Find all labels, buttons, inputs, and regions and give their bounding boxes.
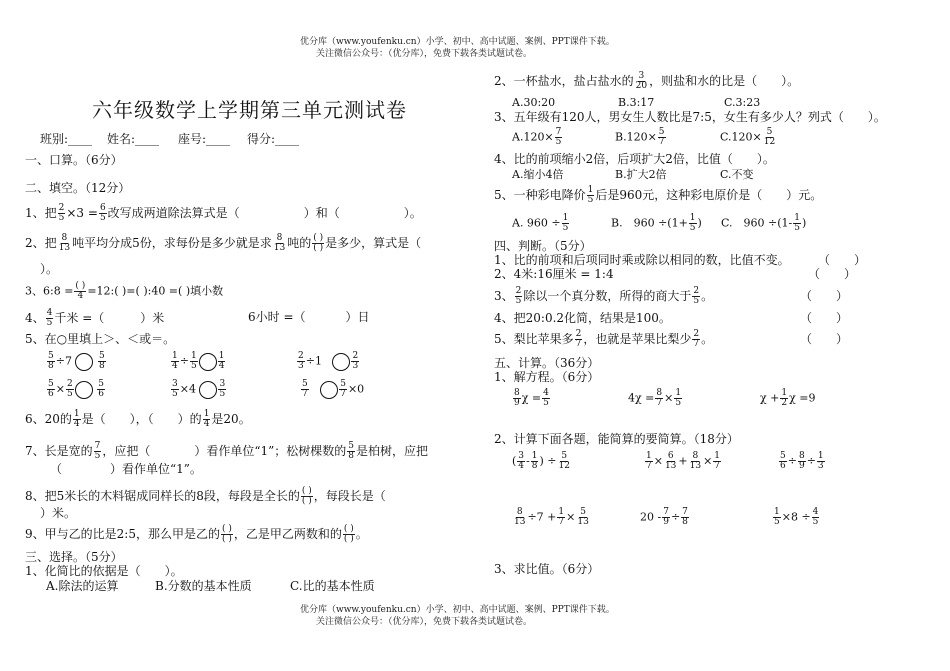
fraction: $\frac{8}{13}$	[273, 233, 286, 253]
fill-question-9: 9、甲与乙的比是2:5，那么甲是乙的 $\frac{( )}{( )}$ ，乙是甲乙两数和的 $\frac{( )}{( )}$ 。	[25, 524, 368, 544]
expression-5: 20 - $\frac{7}{9}$ ÷ $\frac{7}{8}$	[640, 507, 688, 527]
judge-question-4: 4、把20:0.2化简，结果是100。	[494, 311, 671, 325]
choice-5-option-a: A. 960 ÷ $\frac{1}{5}$	[512, 213, 569, 233]
fill-question-1: 1、把 $\frac{2}{5}$ ×3 = $\frac{6}{5}$ 改写成两道除法算式是（ ）和（ ）。	[25, 203, 422, 223]
compare-item: $\frac{3}{5}$ ×4 $\frac{3}{5}$	[172, 379, 226, 399]
judge-4-parens: （ ）	[800, 311, 849, 325]
choice-3-option-b: B.120× $\frac{5}{7}$	[615, 127, 665, 147]
expression-6: $\frac{1}{5}$ ×8 ÷ $\frac{4}{5}$	[774, 507, 819, 527]
choice-question-3: 3、五年级有120人，男女生人数比是7:5，女生有多少人？列式（ ）。	[494, 110, 886, 124]
judge-3-parens: （ ）	[800, 289, 849, 303]
seat-field: 座号:____	[178, 132, 231, 146]
choice-4-option-b: B.扩大2倍	[615, 168, 667, 181]
section-2-heading: 二、填空。（12分）	[25, 181, 131, 195]
choice-3-option-a: A.120× $\frac{7}{5}$	[512, 127, 562, 147]
judge-question-1: 1、比的前项和后项同时乘或除以相同的数，比值不变。	[494, 253, 790, 267]
calc-3-label: 3、求比值。（6分）	[494, 562, 600, 576]
judge-question-5: 5、梨比苹果多 $\frac{2}{7}$ ，也就是苹果比梨少 $\frac{2}{7}$ 。	[494, 329, 714, 349]
choice-2-option-b: B.3:17	[618, 96, 655, 109]
choice-4-option-a: A.缩小4倍	[512, 168, 564, 181]
footer-line-2: 关注微信公众号：（优分库），免费下载各类试题试卷。	[316, 617, 533, 627]
fill-question-7-end: （ ）看作单位“1”。	[50, 462, 202, 476]
compare-item: $\frac{2}{3}$ ÷1 $\frac{2}{3}$	[298, 351, 359, 371]
fraction: $\frac{( )}{( )}$	[313, 233, 324, 253]
fraction: $\frac{6}{5}$	[99, 203, 106, 223]
fill-question-3: 3、6:8 = $\frac{( )}{4}$ =12:( )=( ):40 =( )填小数	[25, 281, 224, 301]
section-1-heading: 一、口算。（6分）	[25, 153, 123, 167]
fill-question-2: 2、把 $\frac{8}{13}$ 吨平均分成5份，求每份是多少就是求 $\frac{8}{13}$ 吨的 $\frac{( )}{( )}$ 是多少，算式是（	[25, 233, 422, 253]
fill-question-6: 6、20的 $\frac{1}{4}$ 是（ ），（ ）的 $\frac{1}{4}$ 是20。	[25, 409, 251, 429]
fill-question-8: 8、把5米长的木料锯成同样长的8段，每段是全长的 $\frac{( )}{( )}$ ，每段长是（	[25, 486, 386, 506]
choice-4-option-c: C.不变	[720, 168, 754, 181]
choice-1-option-b: B.分数的基本性质	[155, 579, 252, 593]
choice-5-option-b: B. 960 ÷(1+ $\frac{1}{5}$ )	[611, 213, 702, 233]
compare-circle[interactable]	[75, 353, 93, 371]
fraction: $\frac{( )}{4}$	[75, 281, 86, 301]
equation-1: $\frac{8}{9}$ χ = $\frac{4}{5}$	[514, 388, 549, 408]
fill-question-7: 7、长是宽的 $\frac{7}{5}$ ，应把（ ）看作单位“1”；松树棵数的 $\frac{5}{8}$ 是柏树，应把	[25, 441, 429, 461]
choice-question-4: 4、比的前项缩小2倍，后项扩大2倍，比值（ ）。	[494, 152, 775, 166]
expression-3: $\frac{5}{6}$ ÷ $\frac{8}{9}$ ÷ $\frac{1}{3}$	[780, 451, 824, 471]
choice-2-option-c: C.3:23	[724, 96, 761, 109]
judge-question-2: 2、4米:16厘米 = 1:4	[494, 267, 614, 281]
choice-question-1: 1、化简比的依据是（ ）。	[25, 564, 183, 578]
choice-2-option-a: A.30:20	[512, 96, 556, 109]
name-field: 姓名:____	[107, 132, 160, 146]
score-field: 得分:____	[247, 132, 300, 146]
judge-2-parens: （ ）	[808, 267, 857, 281]
class-field: 班别:____	[40, 132, 93, 146]
fill-question-5-label: 5、在○里填上＞、＜或＝。	[25, 332, 176, 346]
section-3-heading: 三、选择。（5分）	[25, 550, 123, 564]
fraction: $\frac{2}{5}$	[58, 203, 65, 223]
page-title: 六年级数学上学期第三单元测试卷	[92, 98, 407, 122]
judge-5-parens: （ ）	[800, 332, 849, 346]
fill-question-8-end: ）米。	[40, 506, 77, 520]
compare-circle[interactable]	[332, 353, 350, 371]
compare-circle[interactable]	[75, 381, 93, 399]
footer-line-1: 优分库（www.youfenku.cn）小学、初中、高中试题、案例、PPT课件下载。	[300, 605, 615, 615]
compare-item: $\frac{1}{4}$ ÷ $\frac{1}{5}$ $\frac{1}{4}$	[172, 351, 225, 371]
fill-question-2-end: ）。	[40, 262, 59, 276]
compare-circle[interactable]	[199, 353, 217, 371]
choice-1-option-c: C.比的基本性质	[290, 579, 375, 593]
fraction: $\frac{4}{5}$	[46, 308, 53, 328]
compare-item: $\frac{5}{6}$ × $\frac{2}{5}$ $\frac{5}{6}$	[48, 379, 104, 399]
choice-5-option-c: C. 960 ÷(1- $\frac{1}{5}$ )	[721, 213, 807, 233]
judge-question-3: 3、 $\frac{2}{5}$ 除以一个真分数，所得的商大于 $\frac{2}{5}$ 。	[494, 286, 714, 306]
judge-1-parens: （ ）	[818, 253, 867, 267]
equation-2: 4χ = $\frac{8}{7}$ × $\frac{1}{5}$	[628, 388, 682, 408]
choice-1-option-a: A.除法的运算	[46, 579, 119, 593]
compare-item: $\frac{5}{8}$ ÷7 $\frac{5}{8}$	[48, 351, 105, 371]
section-5-heading: 五、计算。（36分）	[494, 356, 600, 370]
compare-circle[interactable]	[320, 381, 338, 399]
calc-2-label: 2、计算下面各题，能简算的要简算。（18分）	[494, 432, 739, 446]
fill-question-4-part-2: 6小时 =（ ）日	[248, 310, 370, 324]
calc-1-label: 1、解方程。（6分）	[494, 370, 600, 384]
fill-question-4: 4、 $\frac{4}{5}$ 千米 =（ ）米	[25, 308, 165, 328]
choice-3-option-c: C.120× $\frac{5}{12}$	[720, 127, 776, 147]
choice-question-2: 2、一杯盐水，盐占盐水的 $\frac{3}{20}$ ，则盐和水的比是（ ）。	[494, 71, 800, 91]
compare-item: $\frac{5}{7}$ $\frac{5}{7}$ ×0	[302, 379, 365, 399]
section-4-heading: 四、判断。（5分）	[494, 239, 592, 253]
equation-3: χ + $\frac{1}{2}$ χ =9	[760, 388, 816, 408]
expression-4: $\frac{8}{13}$ ÷7 + $\frac{1}{7}$ × $\frac{5}{13}$	[514, 507, 589, 527]
fraction: $\frac{8}{13}$	[58, 233, 71, 253]
expression-2: $\frac{1}{7}$ × $\frac{6}{13}$ + $\frac{8}{13}$ × $\frac{1}{7}$	[646, 451, 721, 471]
expression-1: ( $\frac{3}{4}$ - $\frac{1}{8}$ ) ÷ $\frac{5}{12}$	[512, 451, 570, 471]
header-line-1: 优分库（www.youfenku.cn）小学、初中、高中试题、案例、PPT课件下载。	[300, 37, 615, 47]
compare-circle[interactable]	[199, 381, 217, 399]
choice-question-5: 5、一种彩电降价 $\frac{1}{5}$ 后是960元，这种彩电原价是（ ）元。	[494, 185, 823, 205]
header-line-2: 关注微信公众号：（优分库），免费下载各类试题试卷。	[316, 49, 533, 59]
